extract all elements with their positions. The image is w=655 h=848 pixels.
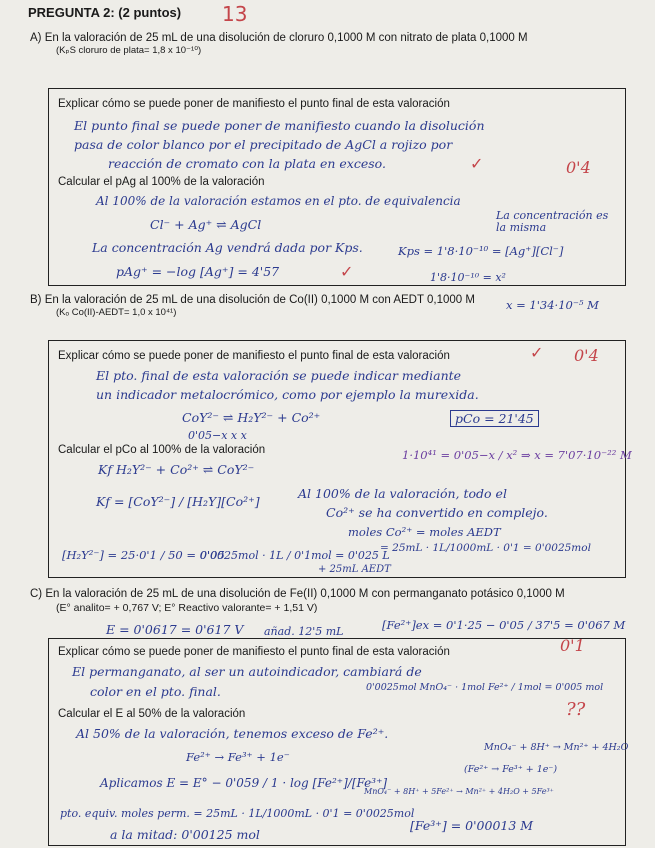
part-b-calc-prompt: Calcular el pCo al 100% de la valoración: [58, 444, 266, 456]
part-b-calc-eq1: CoY²⁻ ⇌ H₂Y²⁻ + Co²⁺: [182, 410, 321, 425]
part-c-endpoint-prompt: Explicar cómo se puede poner de manifiesto el punto final de esta valoración: [58, 646, 450, 658]
part-a-endpoint-line1: El punto final se puede poner de manifiesto cuando la disolución: [74, 118, 485, 133]
part-b-check-mark: ✓: [530, 343, 544, 362]
part-c-endpoint-line1: El permanganato, al ser un autoindicador, cambiará de: [72, 664, 422, 679]
part-c-top-line2: añad. 12'5 mL: [264, 625, 344, 638]
part-a-calc-prompt: Calcular el pAg al 100% de la valoración: [58, 176, 265, 188]
part-b-calc-kf-expr: Kf = [CoY²⁻] / [H₂Y][Co²⁺]: [96, 494, 260, 509]
part-a-calc-line4: pAg⁺ = −log [Ag⁺] = 4'57: [116, 264, 280, 279]
part-c-endpoint-grade: 0'1: [560, 636, 585, 655]
part-b-calc-h2y-conc: [H₂Y²⁻] = 25·0'1 / 50 = 0'05: [62, 548, 225, 562]
score-mark: 13: [222, 2, 248, 26]
part-c-statement: C) En la valoración de 25 mL de una disolución de Fe(II) 0,1000 M con permanganato potásico 0,1000 M: [30, 588, 565, 600]
part-b-calc-moles-value: = 25mL · 1L/1000mL · 0'1 = 0'0025mol: [380, 542, 591, 554]
part-a-statement: A) En la valoración de 25 mL de una disolución de cloruro 0,1000 M con nitrato de plata 0,1000 M: [30, 32, 528, 44]
part-c-calc-grade: ??: [566, 699, 586, 720]
part-b-calc-eq1-ice: 0'05−x x x: [188, 429, 247, 442]
part-b-calc-eq2: Kf H₂Y²⁻ + Co²⁺ ⇌ CoY²⁻: [98, 462, 255, 477]
part-b-calc-note1: Al 100% de la valoración, todo el: [298, 486, 507, 501]
part-a-side-note2: Kps = 1'8·10⁻¹⁰ = [Ag⁺][Cl⁻]: [398, 244, 564, 258]
part-c-calc-line5: (Fe²⁺ → Fe³⁺ + 1e⁻): [464, 764, 558, 775]
part-c-calc-line9: [Fe³⁺] = 0'00013 M: [410, 818, 534, 833]
question-title: PREGUNTA 2: (2 puntos): [28, 5, 182, 20]
part-c-calc-prompt: Calcular el E al 50% de la valoración: [58, 708, 246, 720]
part-c-potentials: (E° analito= + 0,767 V; E° Reactivo valorante= + 1,51 V): [56, 602, 318, 614]
part-c-endpoint-line2: color en el pto. final.: [90, 684, 221, 699]
part-a-calc-check-mark: ✓: [340, 262, 354, 281]
part-a-endpoint-grade: 0'4: [566, 158, 591, 177]
part-c-top-line1: E = 0'0617 = 0'617 V: [106, 622, 244, 637]
part-b-calc-moles: moles Co²⁺ = moles AEDT: [348, 525, 501, 539]
part-b-calc-note2: Co²⁺ se ha convertido en complejo.: [326, 505, 548, 520]
part-a-endpoint-line2: pasa de color blanco por el precipitado de AgCl a rojizo por: [74, 137, 453, 152]
part-b-endpoint-grade: 0'4: [574, 346, 599, 365]
part-a-endpoint-prompt: Explicar cómo se puede poner de manifiesto el punto final de esta valoración: [58, 98, 450, 110]
part-a-endpoint-line3: reacción de cromato con la plata en exceso.: [108, 156, 386, 171]
part-b-calc-volume: 0'0025mol · 1L / 0'1mol = 0'025 L: [200, 549, 390, 562]
part-b-statement: B) En la valoración de 25 mL de una disolución de Co(II) 0,1000 M con AEDT 0,1000 M: [30, 294, 475, 306]
part-c-calc-line4: Aplicamos E = E° − 0'059 / 1 · log [Fe²⁺]/[Fe³⁺]: [100, 776, 388, 790]
part-c-calc-line2: Fe²⁺ → Fe³⁺ + 1e⁻: [186, 750, 290, 764]
part-c-calc-line1: Al 50% de la valoración, tenemos exceso de Fe²⁺.: [76, 726, 389, 741]
part-b-pco-result: pCo = 21'45: [450, 410, 539, 427]
part-a-side-note1: La concentración es la misma: [496, 209, 609, 234]
part-b-constant: (Kₒ Co(II)-AEDT= 1,0 x 10⁴¹): [56, 307, 177, 318]
part-a-calc-line1: Al 100% de la valoración estamos en el pto. de equivalencia: [96, 194, 461, 208]
part-a-side-note4: x = 1'34·10⁻⁵ M: [506, 298, 599, 312]
part-c-endpoint-line3: 0'0025mol MnO₄⁻ · 1mol Fe²⁺ / 1mol = 0'005 mol: [366, 682, 604, 693]
part-c-calc-line8: a la mitad: 0'00125 mol: [110, 827, 260, 842]
part-b-endpoint-line2: un indicador metalocrómico, como por ejemplo la murexida.: [96, 387, 479, 402]
part-c-top-line3: [Fe²⁺]ex = 0'1·25 − 0'05 / 37'5 = 0'067 M: [382, 618, 626, 632]
part-c-calc-line3: MnO₄⁻ + 8H⁺ → Mn²⁺ + 4H₂O: [484, 742, 629, 753]
part-b-calc-volume-note: + 25mL AEDT: [318, 564, 391, 575]
part-b-calc-kf-solve: 1·10⁴¹ = 0'05−x / x² ⇒ x = 7'07·10⁻²² M: [402, 448, 632, 462]
part-a-check-mark: ✓: [470, 154, 484, 173]
part-a-calc-line2: Cl⁻ + Ag⁺ ⇌ AgCl: [150, 217, 262, 232]
part-a-calc-line3: La concentración Ag vendrá dada por Kps.: [92, 240, 363, 255]
part-b-endpoint-line1: El pto. final de esta valoración se puede indicar mediante: [96, 368, 462, 383]
part-c-calc-line7: pto. equiv. moles perm. = 25mL · 1L/1000mL · 0'1 = 0'0025mol: [60, 807, 415, 820]
part-b-endpoint-prompt: Explicar cómo se puede poner de manifiesto el punto final de esta valoración: [58, 350, 450, 362]
part-a-side-note3: 1'8·10⁻¹⁰ = x²: [430, 271, 506, 284]
part-a-constant: (KₚS cloruro de plata= 1,8 x 10⁻¹⁰): [56, 45, 202, 56]
part-c-calc-line6: MnO₄⁻ + 8H⁺ + 5Fe²⁺ → Mn²⁺ + 4H₂O + 5Fe³⁺: [364, 787, 554, 796]
